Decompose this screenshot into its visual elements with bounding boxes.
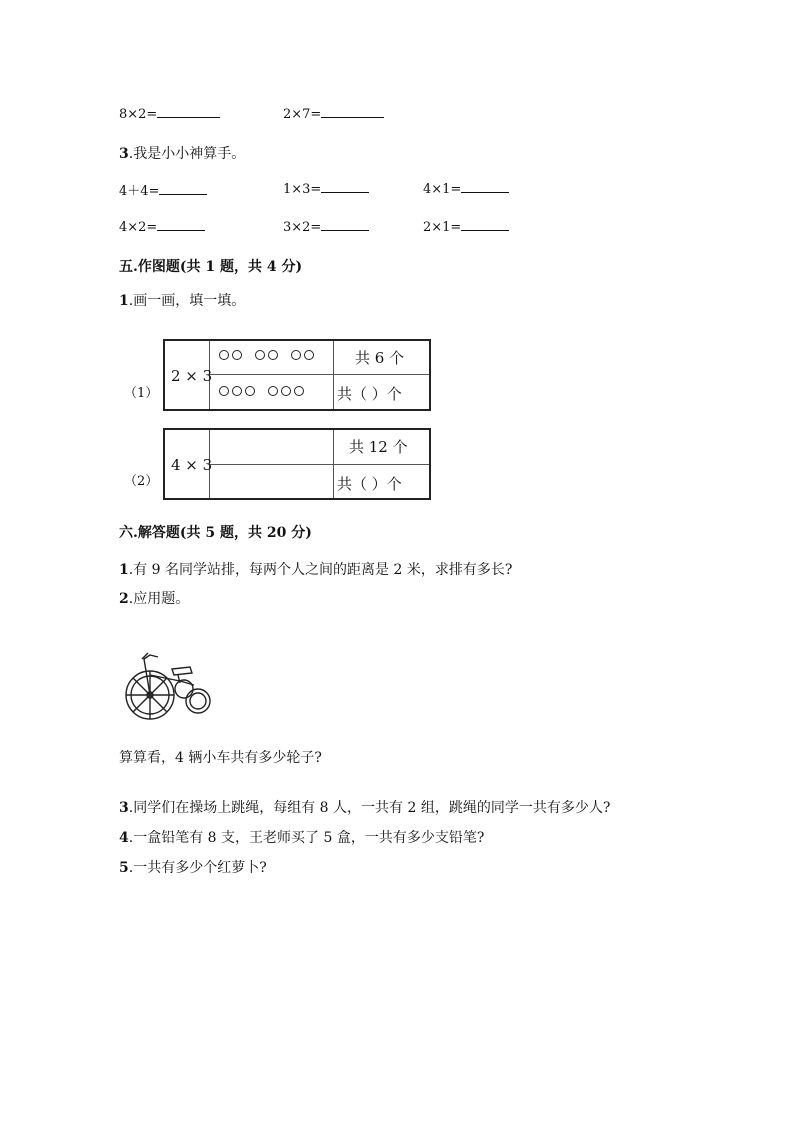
question-text: .应用题。 (128, 591, 190, 607)
answer-blank[interactable] (321, 105, 384, 118)
answer-label[interactable]: 共（ ）个 (337, 475, 402, 493)
drawing-area-row-1[interactable] (213, 432, 329, 462)
circle-icon (232, 386, 242, 396)
question-text: .我是小小神算手。 (128, 146, 246, 162)
divider (209, 464, 429, 465)
question-text: .同学们在操场上跳绳，每组有 8 人，一共有 2 组，跳绳的同学一共有多少人? (128, 800, 611, 816)
answer-blank[interactable] (157, 218, 205, 231)
multiplication-expression: 2 × 3 (171, 367, 213, 385)
question-6-1 (119, 559, 512, 579)
question-3-heading (119, 143, 245, 163)
question-text: .一共有多少个红萝卜? (128, 860, 267, 876)
circle-icon (304, 350, 314, 360)
circle-icon (291, 350, 301, 360)
question-number: 3 (119, 800, 129, 816)
section-6-title: 六.解答题(共 5 题，共 20 分) (119, 525, 312, 541)
answer-blank[interactable] (321, 218, 369, 231)
section-5-title: 五.作图题(共 1 题，共 4 分) (119, 259, 303, 275)
equation-label: 3×2= (283, 220, 322, 235)
circle-group (291, 350, 317, 360)
question-text: .有 9 名同学站排，每两个人之间的距离是 2 米，求排有多长? (128, 562, 513, 578)
equation-4x1 (423, 180, 509, 197)
equation-2x7 (283, 105, 384, 122)
circle-icon (268, 350, 278, 360)
question-number: 3 (119, 146, 129, 162)
circle-row-2 (219, 386, 317, 396)
question-number: 1 (119, 293, 129, 309)
equation-1x3 (283, 180, 369, 197)
diagram-table-1 (163, 339, 431, 411)
equation-label: 4＋4= (119, 184, 160, 199)
answer-blank[interactable] (321, 180, 369, 193)
question-text: .一盒铅笔有 8 支，王老师买了 5 盒，一共有多少支铅笔? (128, 830, 485, 846)
question-number: 1 (119, 562, 129, 578)
answer-label[interactable]: 共（ ）个 (337, 385, 402, 403)
equation-2x1 (423, 218, 509, 235)
circle-icon (294, 386, 304, 396)
answer-blank[interactable] (461, 218, 509, 231)
question-6-5 (119, 857, 267, 877)
circle-icon (219, 386, 229, 396)
equation-3x2 (283, 218, 369, 235)
equation-4x2 (119, 218, 205, 235)
circle-icon (245, 386, 255, 396)
equation-4plus4 (119, 180, 207, 199)
question-text: .画一画，填一填。 (128, 293, 246, 309)
table-1-marker: （1） (124, 386, 159, 401)
multiplication-expression: 4 × 3 (171, 456, 213, 474)
equation-label: 2×7= (283, 107, 322, 122)
question-6-3 (119, 797, 610, 817)
circle-group (255, 350, 281, 360)
question-6-4 (119, 827, 484, 847)
equation-label: 8×2= (119, 107, 158, 122)
circle-icon (281, 386, 291, 396)
question-6-2-subtext: 算算看，4 辆小车共有多少轮子? (119, 750, 322, 766)
question-5-1 (119, 290, 245, 310)
tricycle-icon (120, 645, 216, 723)
circle-group (268, 386, 307, 396)
answer-blank[interactable] (461, 180, 509, 193)
equation-label: 2×1= (423, 220, 462, 235)
circle-group (219, 386, 258, 396)
question-number: 2 (119, 591, 129, 607)
table-2-marker: （2） (124, 474, 159, 489)
divider (209, 374, 429, 375)
diagram-table-2 (163, 428, 431, 500)
circle-icon (232, 350, 242, 360)
equation-8x2 (119, 105, 220, 122)
drawing-area-row-2[interactable] (213, 468, 329, 498)
equation-label: 4×2= (119, 220, 158, 235)
equation-label: 4×1= (423, 182, 462, 197)
question-number: 5 (119, 860, 129, 876)
question-number: 4 (119, 830, 129, 846)
total-label: 共 12 个 (349, 438, 408, 456)
equation-label: 1×3= (283, 182, 322, 197)
circle-icon (219, 350, 229, 360)
answer-blank[interactable] (159, 182, 207, 195)
divider (333, 341, 334, 409)
circle-row-1 (219, 350, 327, 360)
total-label: 共 6 个 (355, 349, 405, 367)
answer-blank[interactable] (157, 105, 220, 118)
circle-group (219, 350, 245, 360)
circle-icon (268, 386, 278, 396)
circle-icon (255, 350, 265, 360)
question-6-2 (119, 588, 189, 608)
